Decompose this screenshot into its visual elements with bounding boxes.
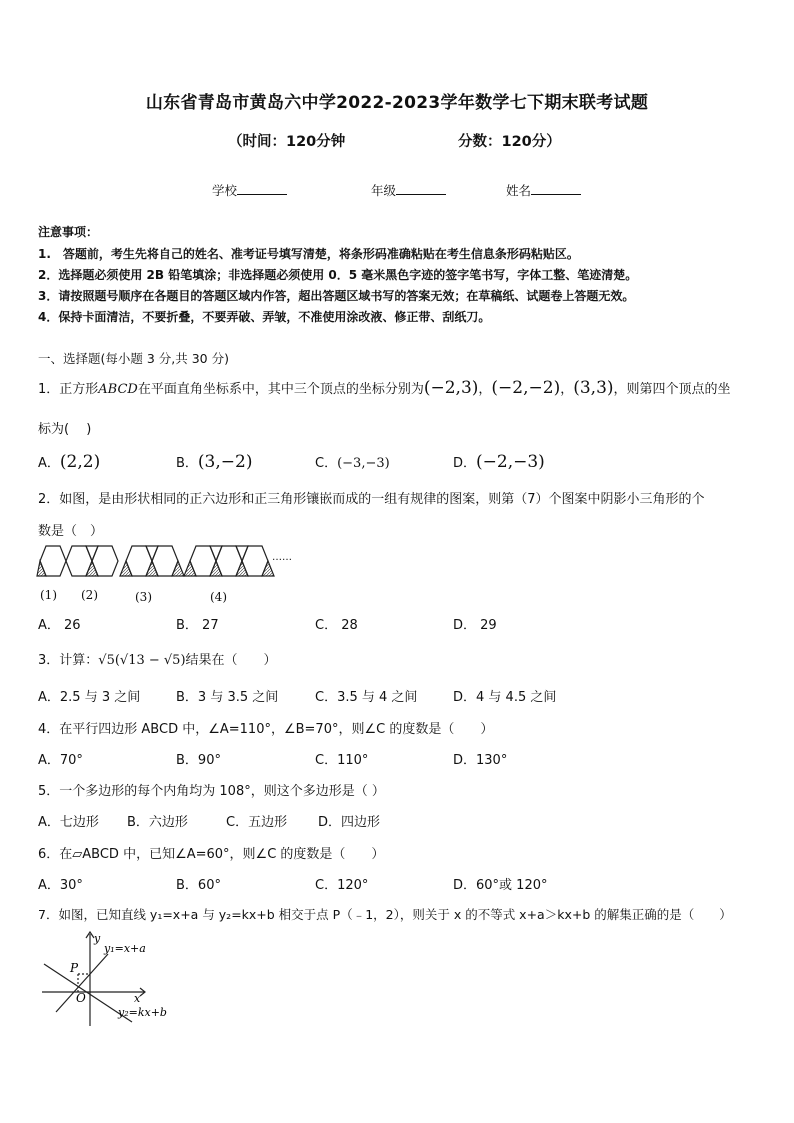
q7-line-graph (38, 928, 178, 1028)
q2-option-d[interactable]: D． 29 (453, 618, 497, 633)
line-y2-label: y₂=kx+b (118, 1006, 167, 1019)
note-item: 1. 答题前，考生先将自己的姓名、准考证号填写清楚，将条形码准确粘贴在考生信息条形码粘贴区。 (38, 247, 579, 261)
q6-option-b[interactable]: B．60° (176, 878, 221, 893)
q2-option-b[interactable]: B． 27 (176, 618, 219, 633)
q1-point: (−2,3) (423, 378, 479, 398)
q5-option-d[interactable]: D．四边形 (318, 815, 381, 830)
q1-text: 1．正方形 (38, 382, 99, 397)
q1-point: (3,3) (573, 378, 614, 398)
y-axis-label: y (94, 932, 101, 945)
school-label: 学校 (212, 183, 238, 198)
q5-text: 5．一个多边形的每个内角均为 108°，则这个多边形是（ ） (38, 784, 385, 799)
q1-point: (−2,−2) (491, 378, 561, 398)
note-item: 2．选择题必须使用 2B 铅笔填涂；非选择题必须使用 0．5 毫米黑色字迹的签字笔书写，字体工整、笔迹清楚。 (38, 268, 638, 282)
q1-text: 在平面直角坐标系中，其中三个顶点的坐标分别为 (137, 382, 424, 397)
q3-option-a[interactable]: A．2.5 与 3 之间 (38, 690, 141, 705)
grade-field[interactable] (371, 181, 446, 199)
q2-option-c[interactable]: C． 28 (315, 618, 358, 633)
q5-option-b[interactable]: B．六边形 (127, 815, 188, 830)
pattern-ellipsis: …… (272, 552, 292, 563)
q6-option-d[interactable]: D．60°或 120° (453, 878, 548, 893)
school-field[interactable] (212, 181, 287, 199)
q4-option-a[interactable]: A．70° (38, 753, 83, 768)
notes-heading: 注意事项： (38, 225, 99, 239)
pattern-label: (1) (40, 588, 57, 602)
q1-abcd: ABCD (98, 382, 138, 397)
grade-blank[interactable] (396, 182, 446, 195)
q5-option-c[interactable]: C．五边形 (226, 815, 288, 830)
name-blank[interactable] (531, 182, 581, 195)
q1-option-a[interactable]: A．(2,2) (38, 452, 101, 472)
pattern-label: (2) (81, 588, 98, 602)
exam-score: 分数：120分） (458, 134, 561, 150)
q3-option-c[interactable]: C．3.5 与 4 之间 (315, 690, 418, 705)
pattern-label: (4) (210, 590, 227, 604)
q3-option-d[interactable]: D．4 与 4.5 之间 (453, 690, 557, 705)
q3-line (38, 649, 277, 668)
q6-option-a[interactable]: A．30° (38, 878, 83, 893)
point-p-label: P (70, 961, 79, 975)
q6-option-c[interactable]: C．120° (315, 878, 369, 893)
q4-text: 4．在平行四边形 ABCD 中，∠A=110°，∠B=70°，则∠C 的度数是（ ） (38, 722, 494, 737)
q4-option-c[interactable]: C．110° (315, 753, 369, 768)
q5-option-a[interactable]: A．七边形 (38, 815, 99, 830)
q7-text: 7．如图，已知直线 y₁=x+a 与 y₂=kx+b 相交于点 P（﹣1，2），则关于 x 的不等式 x+a＞kx+b 的解集正确的是（ ） (38, 907, 732, 922)
grade-label: 年级 (371, 183, 397, 198)
q2-line1: 2．如图，是由形状相同的正六边形和正三角形镶嵌而成的一组有规律的图案，则第（7）个图案中阴影小三角形的个 (38, 492, 705, 507)
note-item: 3．请按照题号顺序在各题目的答题区域内作答，超出答题区域书写的答案无效；在草稿纸、试题卷上答题无效。 (38, 289, 635, 303)
origin-label: O (76, 991, 86, 1005)
q1-line1: 1．正方形ABCD在平面直角坐标系中，其中三个顶点的坐标分别为(−2,3)，(−2,−2)，(3,3)，则第四个顶点的坐 (38, 378, 731, 398)
q3-text: 3．计算： (38, 653, 99, 668)
note-item: 4．保持卡面清洁，不要折叠，不要弄破、弄皱，不准使用涂改液、修正带、刮纸刀。 (38, 310, 491, 324)
name-field[interactable] (506, 181, 581, 199)
exam-time: （时间：120分钟 (228, 134, 346, 150)
pattern-label: (3) (135, 590, 152, 604)
x-axis-label: x (134, 992, 141, 1005)
q4-option-d[interactable]: D．130° (453, 753, 508, 768)
q1-text: ，则第四个顶点的坐 (613, 382, 731, 397)
name-label: 姓名 (506, 183, 532, 198)
section-heading: 一、选择题(每小题 3 分,共 30 分) (38, 351, 229, 366)
q6-text: 6．在▱ABCD 中，已知∠A=60°，则∠C 的度数是（ ） (38, 847, 385, 862)
q3-option-b[interactable]: B．3 与 3.5 之间 (176, 690, 279, 705)
q1-option-c[interactable]: C．(−3,−3) (315, 456, 390, 471)
exam-title: 山东省青岛市黄岛六中学2022-2023学年数学七下期末联考试题 (145, 93, 649, 113)
hexagon-pattern-figure (36, 542, 296, 582)
q1-option-b[interactable]: B．(3,−2) (176, 452, 253, 472)
q4-option-b[interactable]: B．90° (176, 753, 221, 768)
q2-line2: 数是（ ） (38, 524, 104, 539)
q1-line2: 标为( ) (38, 422, 92, 437)
q2-option-a[interactable]: A． 26 (38, 618, 81, 633)
q1-option-d[interactable]: D．(−2,−3) (453, 452, 545, 472)
q3-text: 结果在（ ） (185, 653, 277, 668)
school-blank[interactable] (237, 182, 287, 195)
q3-expression: √5(√13 − √5) (98, 653, 186, 668)
line-y1-label: y₁=x+a (104, 942, 146, 955)
